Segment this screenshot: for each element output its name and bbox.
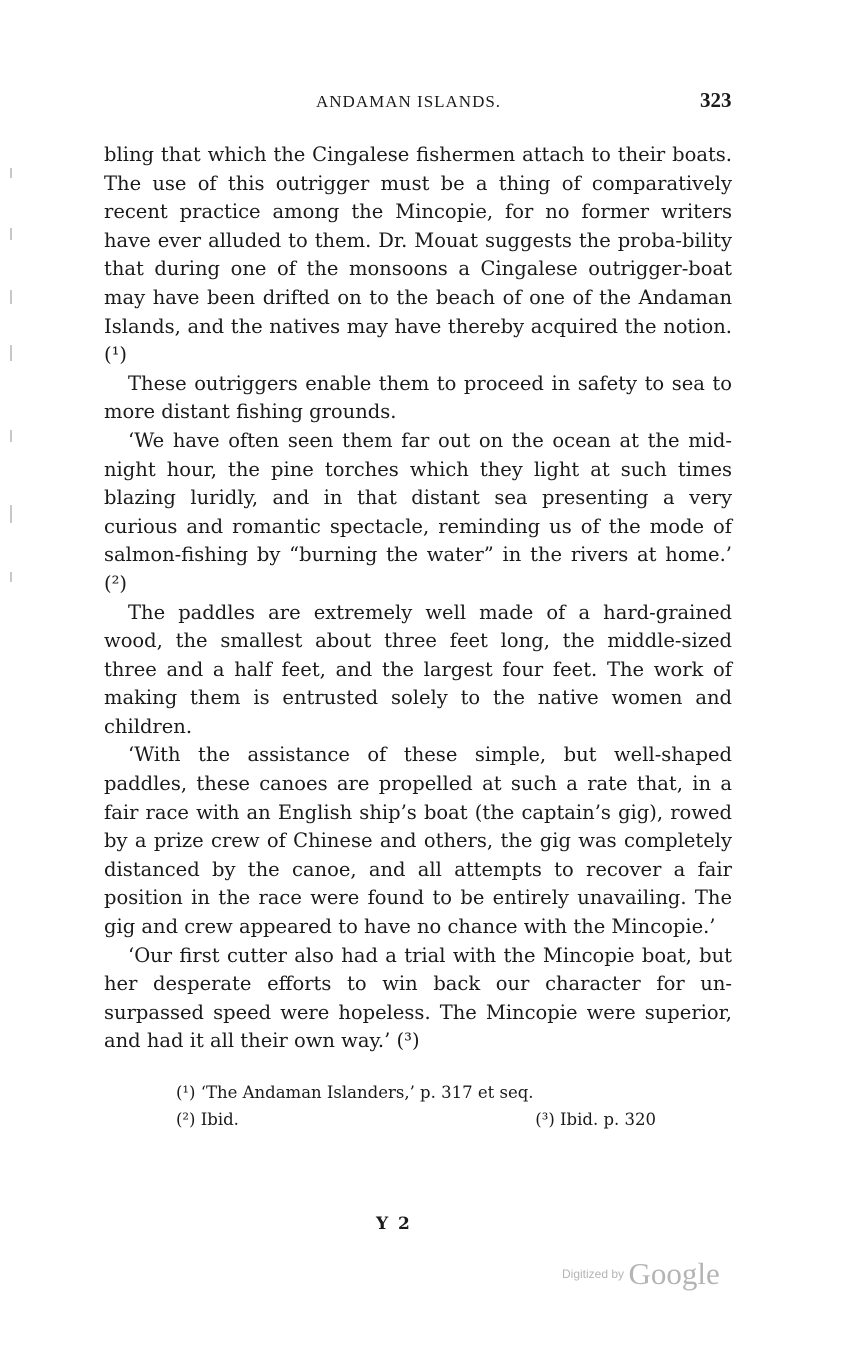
footnote-2: (²) Ibid. — [176, 1110, 239, 1129]
paragraph-5: ‘With the assistance of these simple, but well-shaped paddles, these canoes are propelled at such a rate that, in a fair race with an English ship’s boat (the captain’s gig), rowed by a prize crew of Chinese and others, the gig was completely distanced by the canoe, and all attempts to recover a fair position in the race were found to be entirely unavailing. The gig and crew appeared to have no chance with the Mincopie.’ — [104, 743, 732, 939]
paragraph-3: ‘We have often seen them far out on the ocean at the mid-night hour, the pine torches which they light at such times blazing luridly, and in that distant sea presenting a very curious and romantic spectacle, reminding us of the mode of salmon-fishing by “burning the water” in the rivers at home.’ (²) — [104, 428, 732, 595]
footnote-3: (³) Ibid. p. 320 — [535, 1110, 656, 1129]
scan-speck — [10, 505, 12, 523]
running-title: ANDAMAN ISLANDS. — [316, 92, 502, 111]
scan-speck — [10, 572, 12, 582]
scan-speck — [10, 168, 12, 178]
page-number: 323 — [700, 88, 732, 112]
paragraph-6: ‘Our first cutter also had a trial with the Mincopie boat, but her desperate efforts to win back our character for un-surpassed speed were hopeless. The Mincopie were superior, and had it all their own way.’ (³) — [104, 943, 732, 1053]
watermark-prefix: Digitized by — [562, 1267, 625, 1281]
scan-speck — [10, 430, 12, 442]
scan-speck — [10, 345, 12, 361]
scan-speck — [10, 290, 12, 304]
digitized-watermark — [562, 1256, 720, 1292]
paragraph-2: These outriggers enable them to proceed in safety to sea to more distant fishing grounds. — [104, 371, 732, 424]
google-logo: Google — [628, 1256, 720, 1291]
scan-speck — [10, 228, 12, 240]
footnote-row — [176, 1106, 656, 1133]
body-text — [104, 141, 732, 1056]
footnote-1: (¹) ‘The Andaman Islanders,’ p. 317 et seq. — [176, 1083, 534, 1102]
paragraph-1: bling that which the Cingalese fishermen attach to their boats. The use of this outrigger must be a thing of comparatively recent practice among the Mincopie, for no former writers have ever alluded to them. Dr. Mouat suggests the proba-bility that during one of the monsoons a Cingalese outrigger-boat may have been drifted on to the beach of one of the Andaman Islands, and the natives may have thereby acquired the notion. (¹) — [104, 143, 732, 367]
paragraph-4: The paddles are extremely well made of a hard-grained wood, the smallest about three feet long, the middle-sized three and a half feet, and the largest four feet. The work of making them is entrusted solely to the native women and children. — [104, 600, 732, 738]
footnotes — [176, 1079, 656, 1133]
signature-mark: Y 2 — [376, 1214, 412, 1234]
